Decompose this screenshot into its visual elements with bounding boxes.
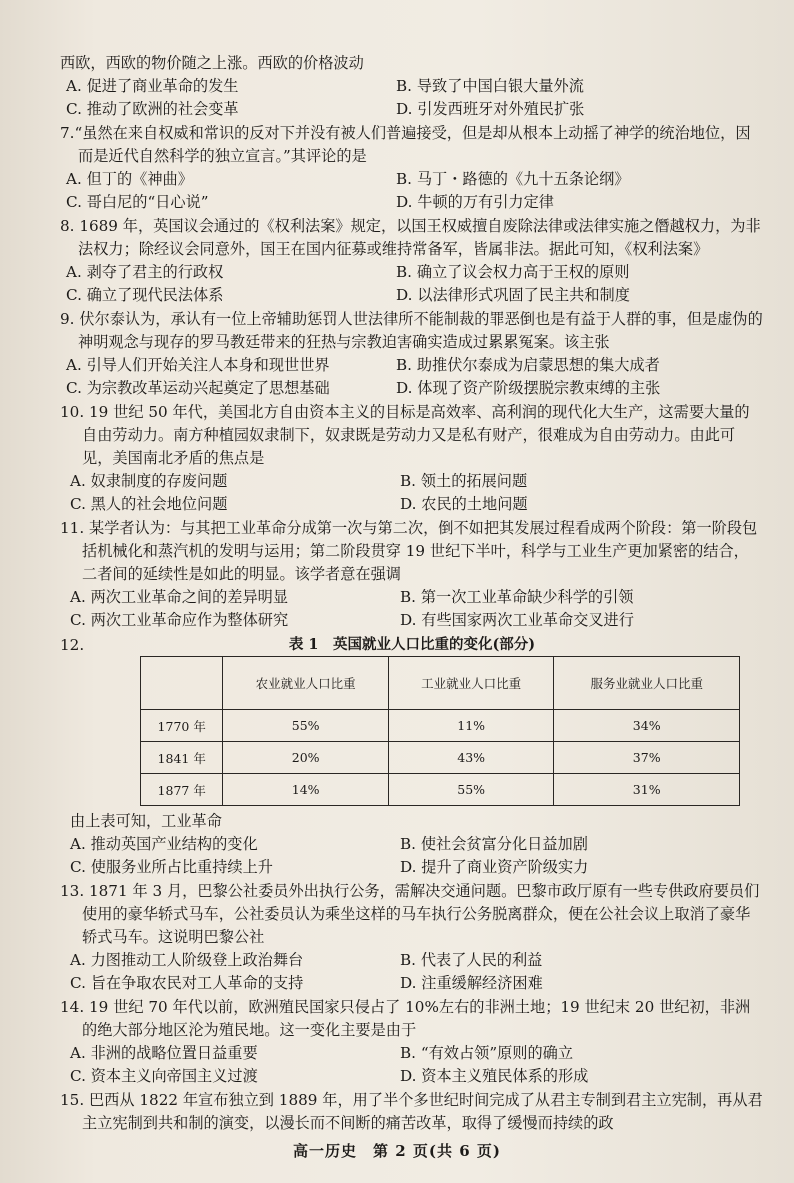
question-7 <box>60 122 764 214</box>
q12-stem: 由上表可知，工业革命 <box>70 812 222 830</box>
q8-option-b: B. 确立了议会权力高于王权的原则 <box>396 263 630 281</box>
q9-option-d: D. 体现了资产阶级摆脱宗教束缚的主张 <box>396 379 661 397</box>
q10-option-c: C. 黑人的社会地位问题 <box>70 495 228 513</box>
q11-option-b: B. 第一次工业革命缺少科学的引领 <box>400 588 634 606</box>
question-11 <box>60 517 764 632</box>
q9-option-b: B. 助推伏尔泰成为启蒙思想的集大成者 <box>396 356 660 374</box>
q14-option-b: B. “有效占领”原则的确立 <box>400 1044 574 1062</box>
q10-option-a: A. 奴隶制度的存废问题 <box>70 472 228 490</box>
q6-option-a: A. 促进了商业革命的发生 <box>66 77 239 95</box>
q7-option-a: A. 但丁的《神曲》 <box>66 170 193 188</box>
q12-number: 12. <box>60 636 85 654</box>
table-cell: 34% <box>554 710 740 742</box>
q15-stem: 15. 巴西从 1822 年宣布独立到 1889 年，用了半个多世纪时间完成了从君主专制到君主立宪制，再从君主立宪制到共和制的演变，以漫长而不间断的痛苦改革，取得了缓慢而持续的政 <box>60 1091 763 1132</box>
table-cell: 14% <box>223 774 389 806</box>
q8-stem: 8. 1689 年，英国议会通过的《权利法案》规定，以国王权威擅自废除法律或法律实施之僭越权力，为非法权力；除经议会同意外，国王在国内征募或维持常备军，皆属非法。据此可知，《权利法案》 <box>60 217 761 258</box>
table-header-cell: 农业就业人口比重 <box>223 657 389 710</box>
table-cell: 20% <box>223 742 389 774</box>
q9-option-c: C. 为宗教改革运动兴起奠定了思想基础 <box>66 379 330 397</box>
page-footer: 高一历史 第 2 页(共 6 页) <box>293 1142 501 1160</box>
question-9 <box>60 308 764 400</box>
table-cell: 37% <box>554 742 740 774</box>
table-cell: 11% <box>388 710 554 742</box>
table-cell: 31% <box>554 774 740 806</box>
q9-stem: 9. 伏尔泰认为，承认有一位上帝辅助惩罚人世法律所不能制裁的罪恶倒也是有益于人群的事，但是虚伪的神明观念与现存的罗马教廷带来的狂热与宗教迫害确实造成过累累冤案。该主张 <box>60 310 763 351</box>
question-15 <box>60 1089 764 1135</box>
table-row <box>141 742 740 774</box>
table-header-row <box>141 657 740 710</box>
q14-stem: 14. 19 世纪 70 年代以前，欧洲殖民国家只侵占了 10%左右的非洲土地；19 世纪末 20 世纪初，非洲的绝大部分地区沦为殖民地。这一变化主要是由于 <box>60 998 751 1039</box>
q8-option-a: A. 剥夺了君主的行政权 <box>66 263 224 281</box>
table-header-cell <box>141 657 223 710</box>
q12-option-b: B. 使社会贫富分化日益加剧 <box>400 835 588 853</box>
table-row <box>141 774 740 806</box>
table-cell-year: 1877 年 <box>141 774 223 806</box>
q7-option-b: B. 马丁・路德的《九十五条论纲》 <box>396 170 630 188</box>
q6-options <box>60 75 764 121</box>
q8-option-d: D. 以法律形式巩固了民主共和制度 <box>396 286 630 304</box>
table-header-cell: 服务业就业人口比重 <box>554 657 740 710</box>
q12-option-d: D. 提升了商业资产阶级实力 <box>400 858 589 876</box>
table-cell-year: 1841 年 <box>141 742 223 774</box>
table-cell: 55% <box>223 710 389 742</box>
table-cell: 55% <box>388 774 554 806</box>
question-13 <box>60 880 764 995</box>
q7-option-c: C. 哥白尼的“日心说” <box>66 193 209 211</box>
q12-option-a: A. 推动英国产业结构的变化 <box>70 835 258 853</box>
q13-option-b: B. 代表了人民的利益 <box>400 951 543 969</box>
q6-option-c: C. 推动了欧洲的社会变革 <box>66 100 239 118</box>
q11-option-d: D. 有些国家两次工业革命交叉进行 <box>400 611 634 629</box>
q13-option-c: C. 旨在争取农民对工人革命的支持 <box>70 974 304 992</box>
table-title: 表 1 英国就业人口比重的变化(部分) <box>288 636 536 653</box>
q6-option-d: D. 引发西班牙对外殖民扩张 <box>396 100 585 118</box>
q6-option-b: B. 导致了中国白银大量外流 <box>396 77 584 95</box>
q14-option-d: D. 资本主义殖民体系的形成 <box>400 1067 589 1085</box>
q10-option-d: D. 农民的土地问题 <box>400 495 528 513</box>
q13-option-a: A. 力图推动工人阶级登上政治舞台 <box>70 951 304 969</box>
q13-stem: 13. 1871 年 3 月，巴黎公社委员外出执行公务，需解决交通问题。巴黎市政厅原有一些专供政府要员们使用的豪华轿式马车，公社委员认为乘坐这样的马车执行公务脱离群众，便在公社会议上取消了豪华轿式马车。这说明巴黎公社 <box>60 882 760 946</box>
q14-option-a: A. 非洲的战略位置日益重要 <box>70 1044 258 1062</box>
question-10 <box>60 401 764 516</box>
table-row <box>141 710 740 742</box>
q6-stem-tail: 西欧，西欧的物价随之上涨。西欧的价格波动 <box>60 54 364 72</box>
q10-option-b: B. 领土的拓展问题 <box>400 472 528 490</box>
q9-option-a: A. 引导人们开始关注人本身和现世世界 <box>66 356 330 374</box>
question-12 <box>60 634 764 879</box>
q11-option-a: A. 两次工业革命之间的差异明显 <box>70 588 289 606</box>
table-cell-year: 1770 年 <box>141 710 223 742</box>
table-header-cell: 工业就业人口比重 <box>388 657 554 710</box>
q11-option-c: C. 两次工业革命应作为整体研究 <box>70 611 289 629</box>
q11-stem: 11. 某学者认为：与其把工业革命分成第一次与第二次，倒不如把其发展过程看成两个阶段：第一阶段包括机械化和蒸汽机的发明与运用；第二阶段贯穿 19 世纪下半叶，科学与工业生产更加紧密的结合，二者间的延续性是如此的明显。该学者意在强调 <box>60 519 758 583</box>
question-8 <box>60 215 764 307</box>
q13-option-d: D. 注重缓解经济困难 <box>400 974 543 992</box>
table-cell: 43% <box>388 742 554 774</box>
q8-option-c: C. 确立了现代民法体系 <box>66 286 224 304</box>
q10-stem: 10. 19 世纪 50 年代，美国北方自由资本主义的目标是高效率、高利润的现代化大生产，这需要大量的自由劳动力。南方种植园奴隶制下，奴隶既是劳动力又是私有财产，很难成为自由劳动力。由此可见，美国南北矛盾的焦点是 <box>60 403 750 467</box>
q12-option-c: C. 使服务业所占比重持续上升 <box>70 858 273 876</box>
q7-option-d: D. 牛顿的万有引力定律 <box>396 193 554 211</box>
q14-option-c: C. 资本主义向帝国主义过渡 <box>70 1067 258 1085</box>
question-14 <box>60 996 764 1088</box>
q7-stem: 7.“虽然在来自权威和常识的反对下并没有被人们普遍接受，但是却从根本上动摇了神学的统治地位，因而是近代自然科学的独立宣言。”其评论的是 <box>60 124 751 165</box>
employment-table <box>140 656 740 806</box>
